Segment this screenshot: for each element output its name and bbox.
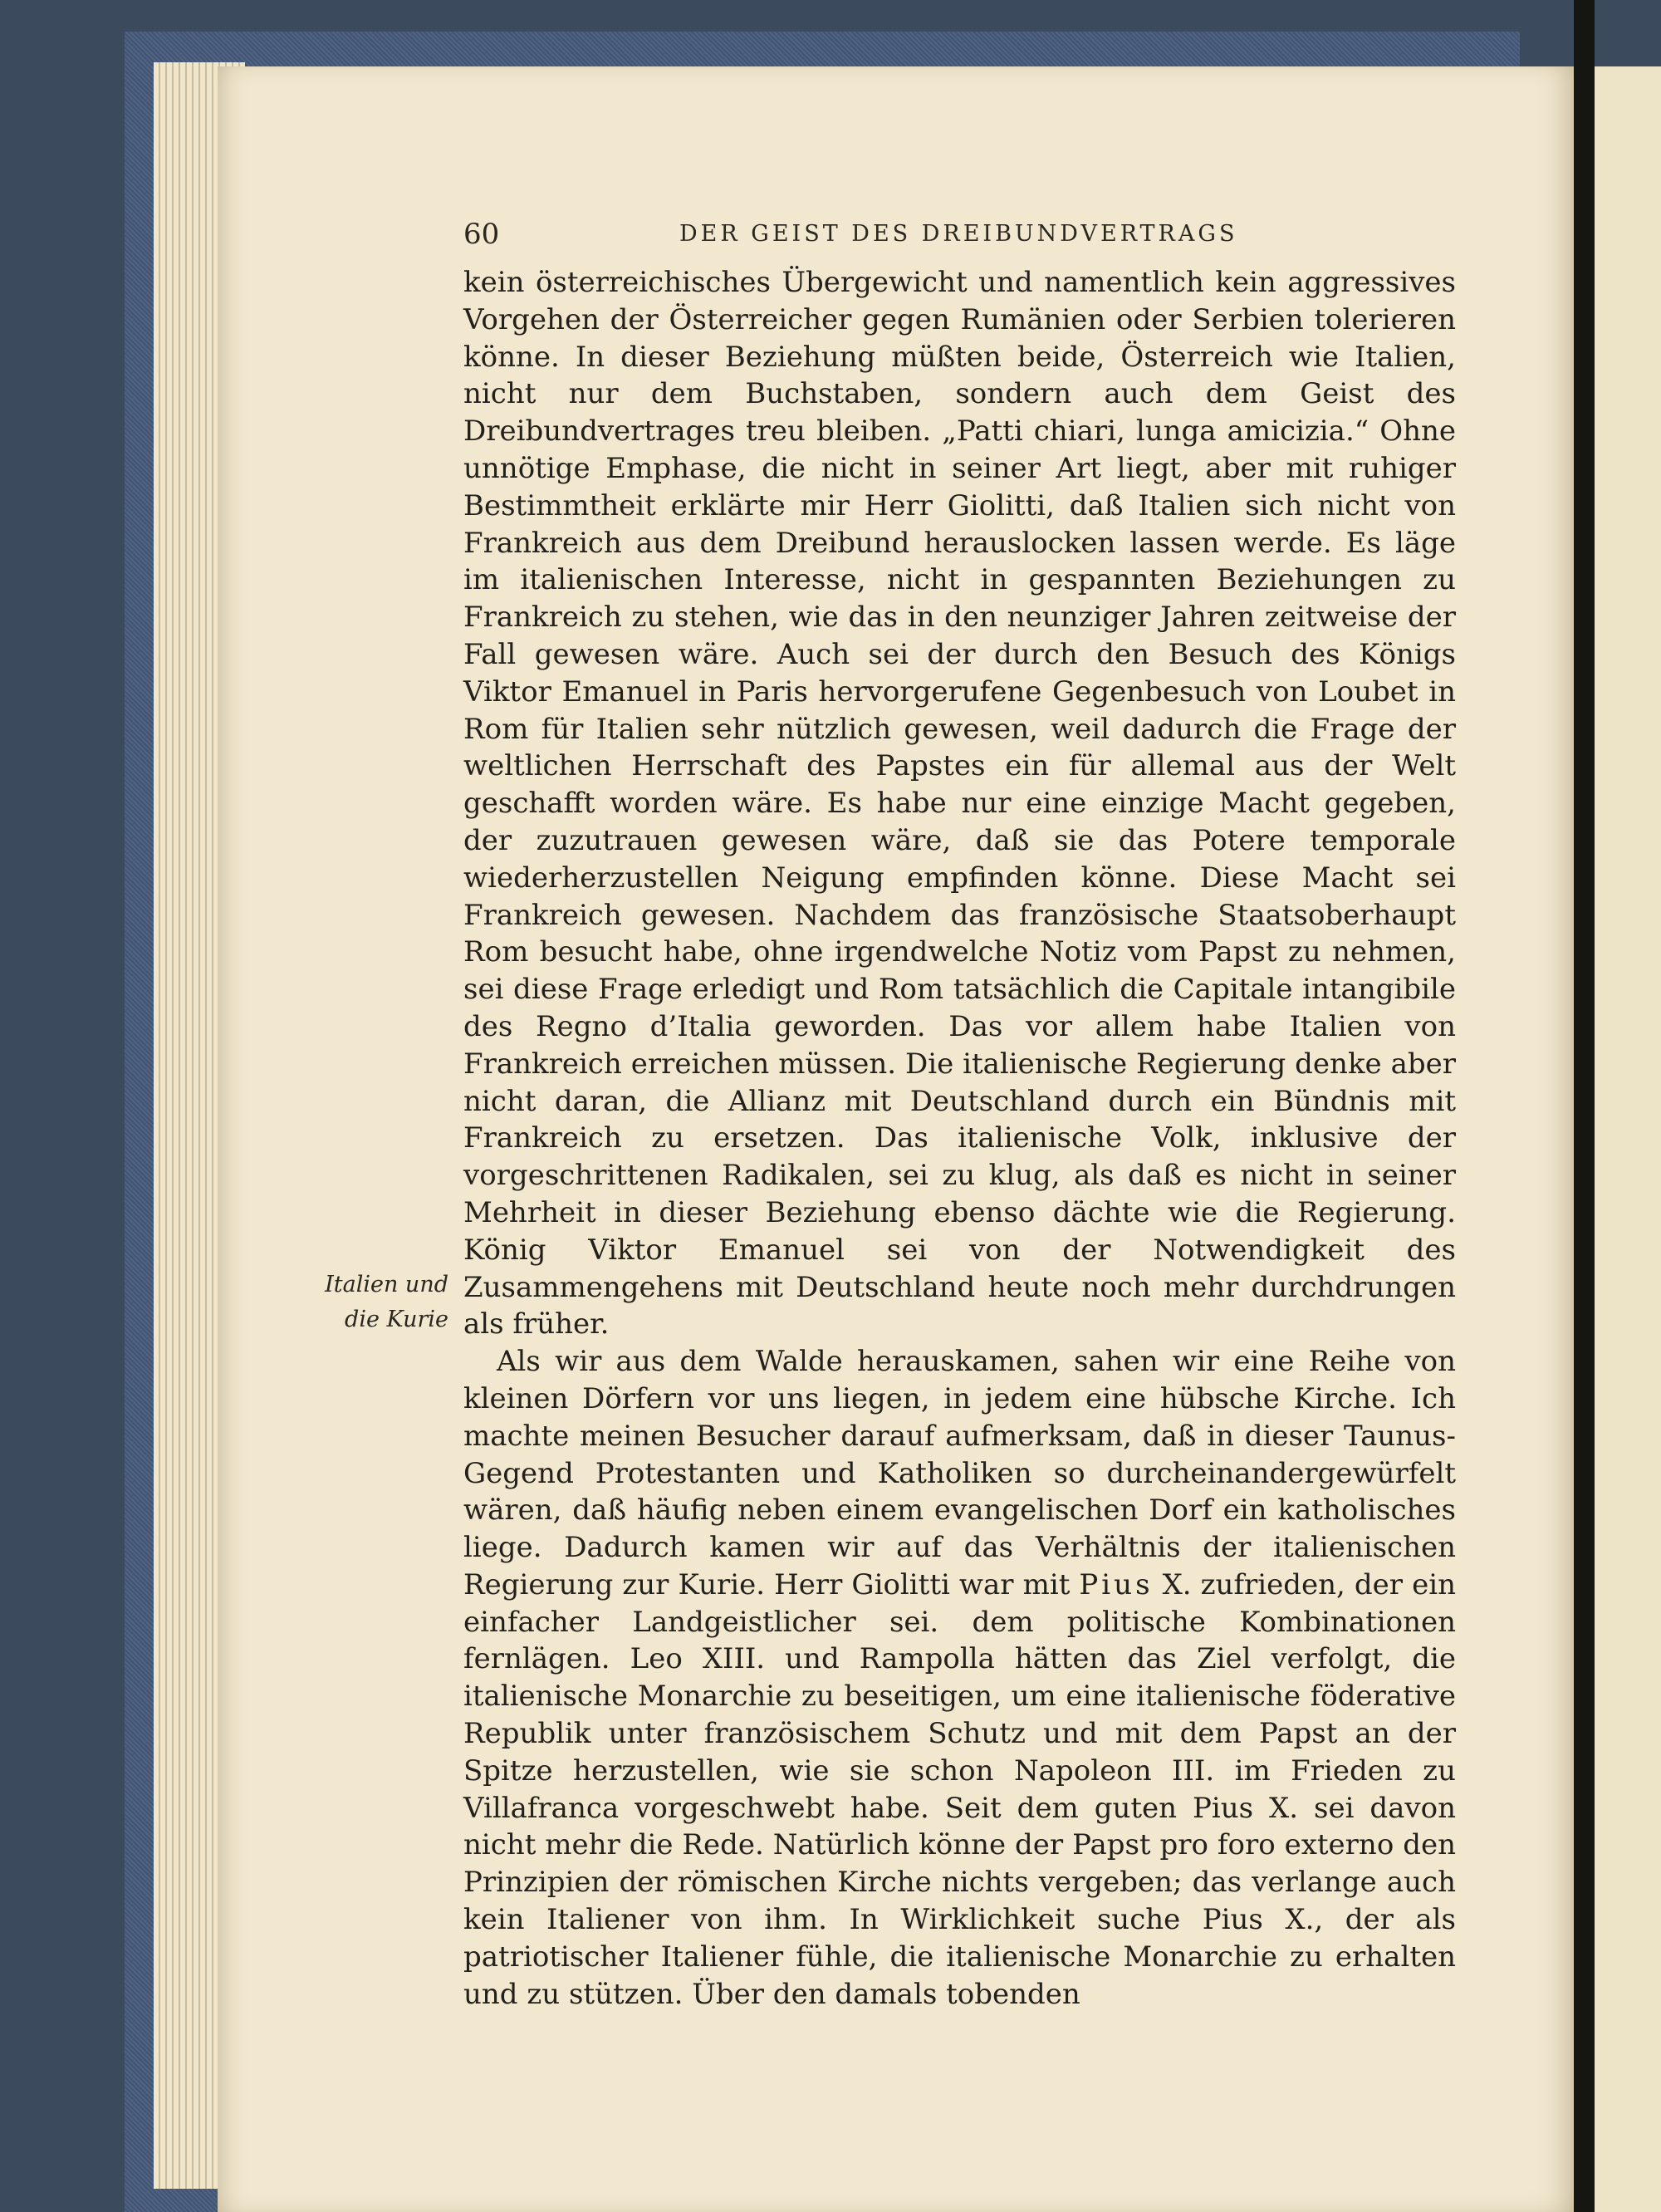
- paragraph: kein österreichisches Übergewicht und namentlich kein aggressives Vorgehen der Österreicher gegen Rumänien oder Serbien tolerieren könne. In dieser Beziehung müßten beide, Österreich wie Italien, nicht nur dem Buchstaben, sondern auch dem Geist des Dreibundvertrages treu bleiben. „Patti chiari, lunga amicizia.“ Ohne unnötige Emphase, die nicht in seiner Art liegt, aber mit ruhiger Bestimmtheit erklärte mir Herr Giolitti, daß Italien sich nicht von Frankreich aus dem Dreibund herauslocken lassen werde. Es läge im italienischen Interesse, nicht in gespannten Beziehungen zu Frankreich zu stehen, wie das in den neunziger Jahren zeitweise der Fall gewesen wäre. Auch sei der durch den Besuch des Königs Viktor Emanuel in Paris hervorgerufene Gegenbesuch von Loubet in Rom für Italien sehr nützlich gewesen, weil dadurch die Frage der weltlichen Herrschaft des Papstes ein für allemal aus der Welt geschafft worden wäre. Es habe nur eine einzige Macht gegeben, der zuzutrauen gewesen wäre, daß sie das Potere temporale wiederherzustellen Neigung empfinden könne. Diese Macht sei Frankreich gewesen. Nachdem das französische Staatsoberhaupt Rom besucht habe, ohne irgendwelche Notiz vom Papst zu nehmen, sei diese Frage erledigt und Rom tatsächlich die Capitale intangibile des Regno d’Italia geworden. Das vor allem habe Italien von Frankreich erreichen müssen. Die italienische Regierung denke aber nicht daran, die Allianz mit Deutschland durch ein Bündnis mit Frankreich zu ersetzen. Das italienische Volk, inklusive der vorgeschrittenen Radikalen, sei zu klug, als daß es nicht in seiner Mehrheit in dieser Beziehung ebenso dächte wie die Regierung. König Viktor Emanuel sei von der Notwendigkeit des Zusammengehens mit Deutschland heute noch mehr durchdrungen als früher.: [463, 266, 1456, 1341]
- spaced-name: Pius: [1079, 1567, 1154, 1601]
- chapter-title: DER GEIST DES DREIBUNDVERTRAGS: [679, 221, 1238, 247]
- paragraph-text: Als wir aus dem Walde herauskamen, sahen wir eine Reihe von kleinen Dörfern vor uns liegen, in jedem eine hübsche Kirche. Ich machte meinen Besucher darauf aufmerksam, daß in dieser Taunus-Gegend Protestanten und Katholiken so durcheinandergewürfelt wären, daß häufig neben einem evangelischen Dorf ein katholisches liege. Dadurch kamen wir auf das Verhältnis der italienischen Regierung zur Kurie. Herr Giolitti war mit: [463, 1345, 1456, 1601]
- margin-note-line: die Kurie: [345, 1307, 448, 1332]
- margin-note-line: Italien und: [325, 1272, 448, 1297]
- page-number: 60: [463, 218, 500, 251]
- running-head: [463, 218, 1456, 259]
- body-text: [463, 264, 1456, 2013]
- facing-page-edge: [1595, 66, 1661, 2212]
- margin-note: [282, 1268, 448, 1337]
- book-gutter: [1574, 0, 1595, 2212]
- paragraph-text: X. zufrieden, der ein einfacher Landgeistlicher sei. dem politische Kombinationen fernlägen. Leo XIII. und Rampolla hätten das Ziel verfolgt, die italienische Monarchie zu beseitigen, um eine italienische föderative Republik unter französischem Schutz und mit dem Papst an der Spitze herzustellen, wie sie schon Napoleon III. im Frieden zu Villafranca vorgeschwebt habe. Seit dem guten Pius X. sei davon nicht mehr die Rede. Natürlich könne der Papst pro foro externo den Prinzipien der römischen Kirche nichts vergeben; das verlange auch kein Italiener von ihm. In Wirklichkeit suche Pius X., der als patriotischer Italiener fühle, die italienische Monarchie zu erhalten und zu stützen. Über den damals tobenden: [463, 1567, 1456, 2011]
- paragraph: [463, 1343, 1456, 2013]
